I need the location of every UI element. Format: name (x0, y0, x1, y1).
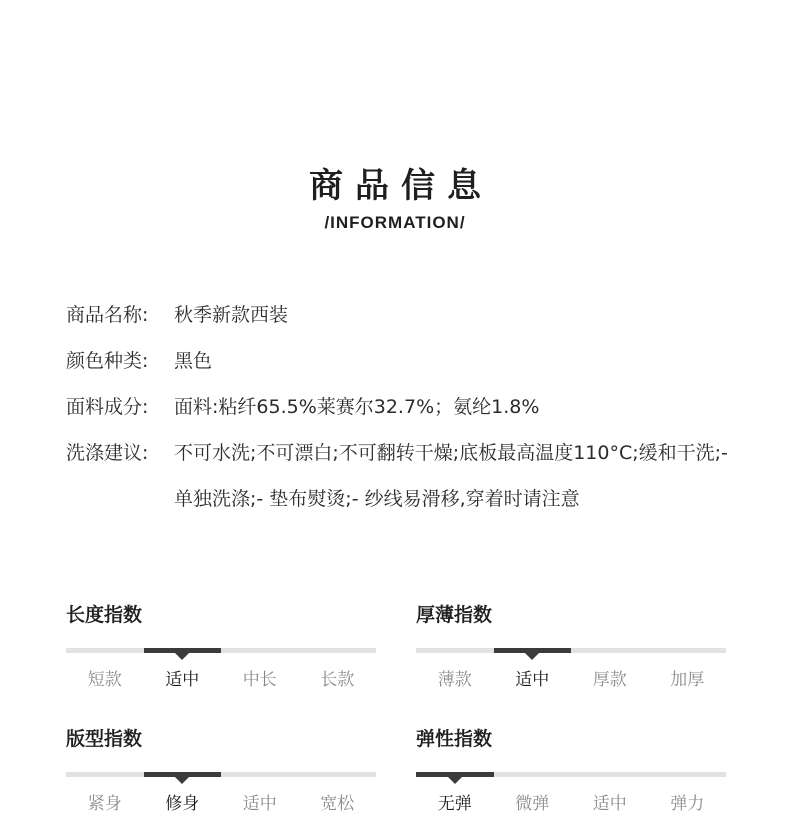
info-value: 秋季新款西装 (174, 304, 289, 326)
scale-track (66, 648, 376, 653)
scale-option: 无弹 (437, 794, 472, 814)
scale-option: 弹力 (670, 794, 705, 814)
info-row-name (66, 292, 736, 338)
elasticity-index (416, 726, 726, 816)
info-value: 不可水洗;不可漂白;不可翻转干燥;底板最高温度110°C;缓和干洗;- 单独洗涤;- 垫布熨烫;- 纱线易滑移,穿着时请注意 (174, 442, 728, 510)
scale-option: 加厚 (670, 670, 705, 690)
info-label: 颜色种类: (66, 350, 149, 372)
scale-pointer-icon (525, 653, 539, 660)
info-value: 黑色 (174, 350, 213, 372)
scale-track (416, 648, 726, 653)
scale-track (66, 772, 376, 777)
scale-options (416, 668, 726, 692)
scale-title: 版型指数 (66, 728, 143, 750)
info-label: 商品名称: (66, 304, 149, 326)
page-subtitle: /INFORMATION/ (324, 213, 466, 232)
scale-title: 厚薄指数 (416, 604, 493, 626)
info-value: 面料:粘纤65.5%莱赛尔32.7%；氨纶1.8% (174, 396, 540, 418)
scale-option: 适中 (165, 670, 200, 690)
info-row-care (66, 430, 736, 522)
scale-option: 紧身 (87, 794, 122, 814)
scale-track (416, 772, 726, 777)
info-label: 面料成分: (66, 396, 149, 418)
page-title: 商品信息 (309, 166, 493, 206)
scale-title: 长度指数 (66, 604, 143, 626)
scale-options (66, 668, 376, 692)
scale-pointer-icon (175, 777, 189, 784)
scale-options (66, 792, 376, 816)
scale-pointer-icon (448, 777, 462, 784)
scale-option: 适中 (242, 794, 277, 814)
scale-option: 修身 (165, 794, 200, 814)
scale-option: 长款 (320, 670, 355, 690)
scale-option: 适中 (515, 670, 550, 690)
length-index (66, 602, 376, 692)
scale-option: 薄款 (437, 670, 472, 690)
info-row-material (66, 384, 736, 430)
scale-option: 中长 (242, 670, 277, 690)
scale-pointer-icon (175, 653, 189, 660)
info-row-color (66, 338, 736, 384)
scale-option: 宽松 (320, 794, 355, 814)
scale-option: 适中 (592, 794, 627, 814)
scale-options (416, 792, 726, 816)
product-info-list (66, 292, 736, 522)
info-label: 洗涤建议: (66, 442, 149, 464)
scale-option: 厚款 (592, 670, 627, 690)
scale-option: 微弹 (515, 794, 550, 814)
scale-option: 短款 (87, 670, 122, 690)
scale-title: 弹性指数 (416, 728, 493, 750)
thickness-index (416, 602, 726, 692)
fit-index (66, 726, 376, 816)
